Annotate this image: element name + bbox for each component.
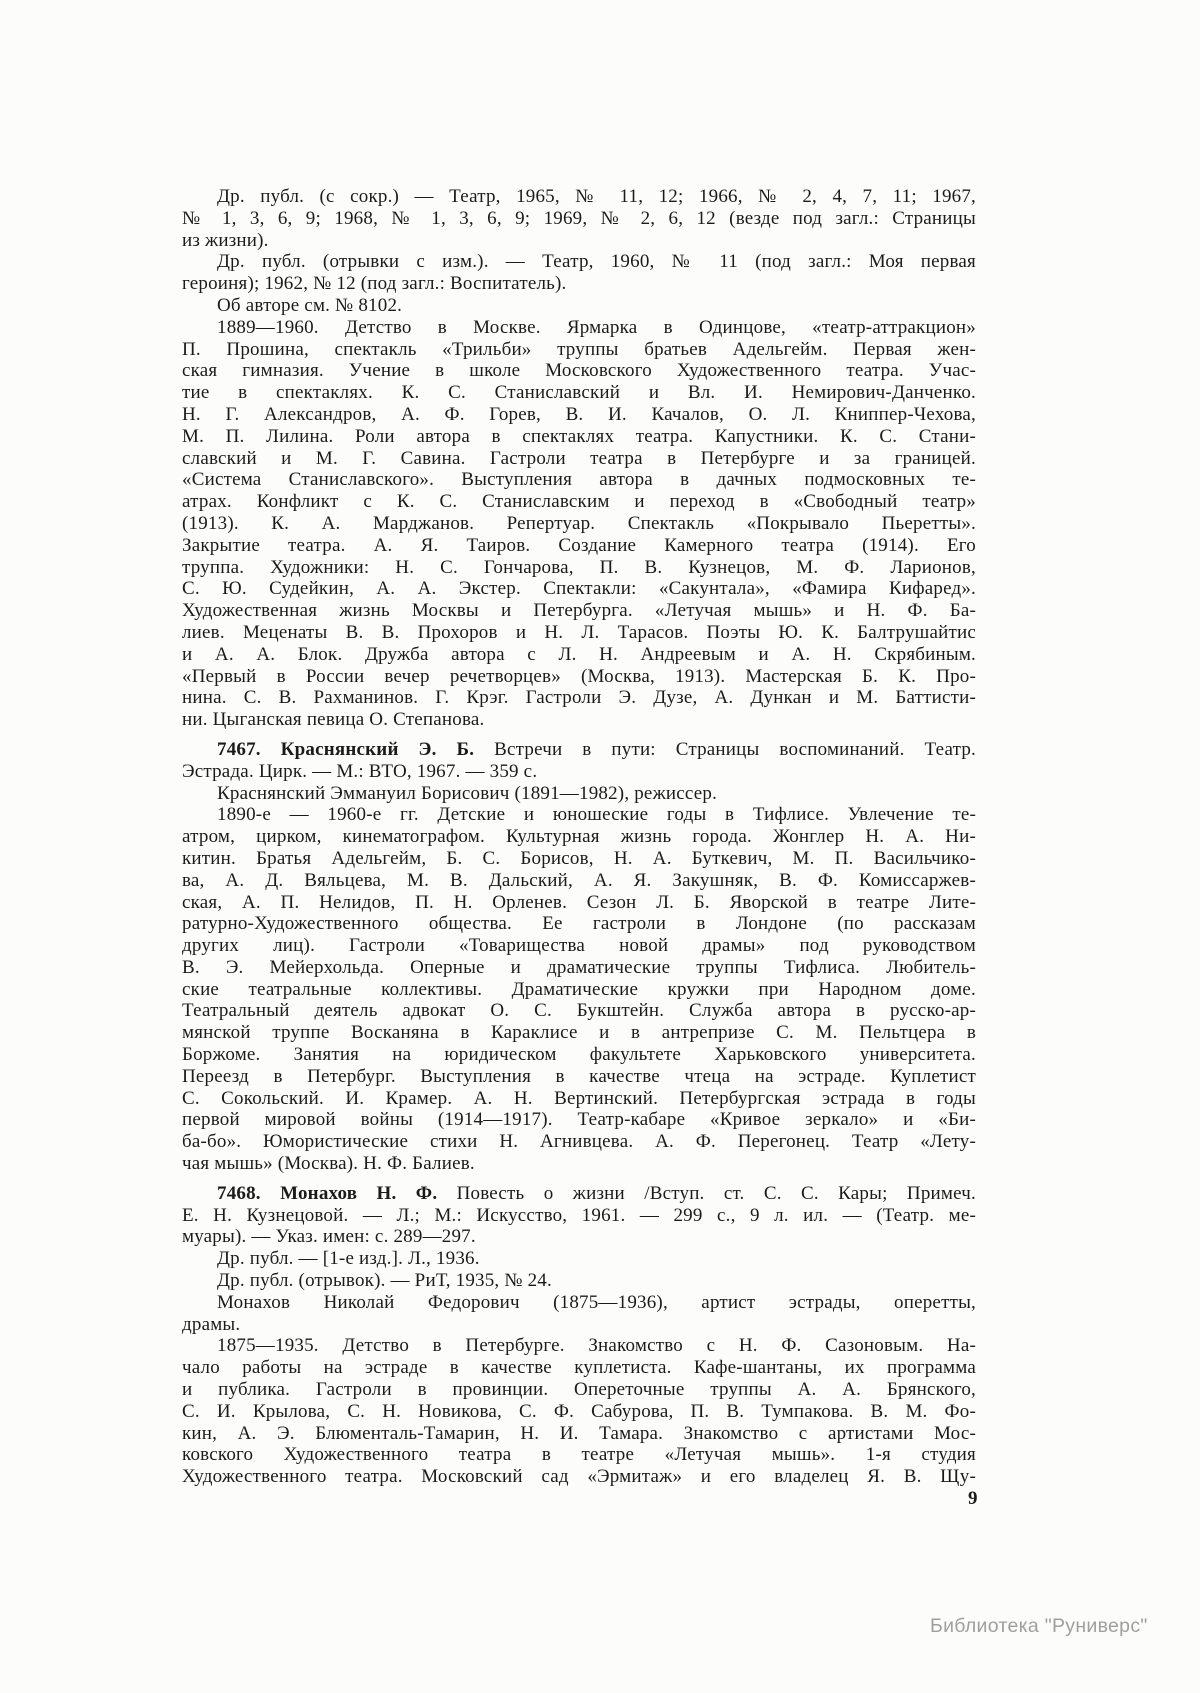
- text-line: славский и М. Г. Савина. Гастроли театра в Петербурге и за границей.: [182, 447, 976, 469]
- text-line: В. Э. Мейерхольда. Оперные и драматические труппы Тифлиса. Любитель-: [182, 956, 976, 978]
- paragraph: [182, 783, 976, 805]
- text-line: (1913). К. А. Марджанов. Репертуар. Спектакль «Покрывало Пьеретты».: [182, 512, 976, 534]
- text-line: ва, А. Д. Вяльцева, М. В. Дальский, А. Я. Закушняк, В. Ф. Комиссаржев-: [182, 869, 976, 891]
- text-line: С. Сокольский. И. Крамер. А. Н. Вертинский. Петербургская эстрада в годы: [182, 1087, 976, 1109]
- watermark-runivers: Библиотека "Руниверс": [930, 1615, 1148, 1637]
- text-line: Н. Г. Александров, А. Ф. Горев, В. И. Качалов, О. Л. Книппер-Чехова,: [182, 403, 976, 425]
- text-line: 7468. Монахов Н. Ф. Повесть о жизни /Вступ. ст. С. С. Кары; Примеч.: [217, 1182, 976, 1204]
- text-line: ская, А. П. Нелидов, П. Н. Орленев. Сезон Л. Б. Яворской в театре Лите-: [182, 891, 976, 913]
- paragraph: [182, 251, 976, 295]
- text-line: Театральный деятель адвокат О. С. Букштейн. Служба автора в русско-ар-: [182, 1000, 976, 1022]
- text-line: Др. публ. (отрывки с изм.). — Театр, 1960, № 11 (под загл.: Моя первая: [217, 251, 976, 273]
- text-line: и А. А. Блок. Дружба автора с Л. Н. Андреевым и А. Н. Скрябиным.: [182, 643, 976, 665]
- text-line: Др. публ. (с сокр.) — Театр, 1965, № 11, 12; 1966, № 2, 4, 7, 11; 1967,: [217, 186, 976, 207]
- text-line: 1890-е — 1960-е гг. Детские и юношеские годы в Тифлисе. Увлечение те-: [217, 804, 976, 826]
- text-line: из жизни).: [182, 229, 269, 251]
- text-line: «Первый в России вечер речетворцев» (Москва, 1913). Мастерская Б. К. Про-: [182, 665, 976, 687]
- text-line: ковского Художественного театра в театре «Летучая мышь». 1-я студия: [182, 1444, 976, 1466]
- text-block: [182, 186, 976, 1488]
- text-line: Краснянский Эммануил Борисович (1891—1982), режиссер.: [217, 782, 718, 804]
- paragraph: [182, 317, 976, 731]
- text-line: «Система Станиславского». Выступления автора в дачных подмосковных те-: [182, 469, 976, 491]
- text-line: Закрытие театра. А. Я. Таиров. Создание Камерного театра (1914). Его: [182, 534, 976, 556]
- text-line: атром, цирком, кинематографом. Культурная жизнь города. Жонглер Н. А. Ни-: [182, 826, 976, 848]
- text-line: и публика. Гастроли в провинции. Опереточные труппы А. А. Брянского,: [182, 1379, 976, 1401]
- text-line: китин. Братья Адельгейм, Б. С. Борисов, Н. А. Буткевич, М. П. Васильчико-: [182, 847, 976, 869]
- text-line: первой мировой войны (1914—1917). Театр-кабаре «Кривое зеркало» и «Би-: [182, 1109, 976, 1131]
- text-line: лиев. Меценаты В. В. Прохоров и Н. Л. Тарасов. Поэты Ю. К. Балтрушайтис: [182, 621, 976, 643]
- paragraph: [182, 1270, 976, 1292]
- text-line: ские театральные коллективы. Драматические кружки при Народном доме.: [182, 978, 976, 1000]
- paragraph: [182, 186, 976, 251]
- text-line: ни. Цыганская певица О. Степанова.: [182, 709, 485, 731]
- text-line: 7467. Краснянский Э. Б. Встречи в пути: Страницы воспоминаний. Театр.: [217, 738, 976, 760]
- paragraph: [182, 1183, 976, 1248]
- text-line: ба-бо». Юмористические стихи Н. Агнивцева. А. Ф. Перегонец. Театр «Лету-: [182, 1131, 976, 1153]
- text-line: драмы.: [182, 1313, 241, 1335]
- text-line: атрах. Конфликт с К. С. Станиславским и переход в «Свободный театр»: [182, 491, 976, 513]
- text-line: труппа. Художники: Н. С. Гончарова, П. В. Кузнецов, М. Ф. Ларионов,: [182, 556, 976, 578]
- entry-heading: 7467. Краснянский Э. Б.: [217, 738, 475, 760]
- text-line: Художественного театра. Московский сад «Эрмитаж» и его владелец Я. В. Щу-: [182, 1466, 976, 1488]
- paragraph: [182, 1248, 976, 1270]
- page-number: 9: [968, 1488, 978, 1509]
- entry-heading: 7468. Монахов Н. Ф.: [217, 1182, 438, 1204]
- text-line: П. Прошина, спектакль «Трильби» труппы братьев Адельгейм. Первая жен-: [182, 338, 976, 360]
- text-line: Эстрада. Цирк. — М.: ВТО, 1967. — 359 с.: [182, 760, 538, 782]
- text-line: чало работы на эстраде в качестве куплетиста. Кафе-шантаны, их программа: [182, 1357, 976, 1379]
- text-line: муары). — Указ. имен: с. 289—297.: [182, 1226, 476, 1248]
- paragraph: [182, 1292, 976, 1336]
- text-line: Боржоме. Занятия на юридическом факультете Харьковского университета.: [182, 1044, 976, 1066]
- text-line: героиня); 1962, № 12 (под загл.: Воспитатель).: [182, 273, 567, 295]
- paragraph: [182, 804, 976, 1175]
- text-line: кин, А. Э. Блюменталь-Тамарин, Н. И. Тамара. Знакомство с артистами Мос-: [182, 1422, 976, 1444]
- text-line: Художественная жизнь Москвы и Петербурга. «Летучая мышь» и Н. Ф. Ба-: [182, 600, 976, 622]
- text-line: Др. публ. (отрывок). — РиТ, 1935, № 24.: [217, 1270, 552, 1292]
- text-line: М. П. Лилина. Роли автора в спектаклях театра. Капустники. К. С. Стани-: [182, 425, 976, 447]
- paragraph: [182, 1335, 976, 1488]
- text-line: чая мышь» (Москва). Н. Ф. Балиев.: [182, 1153, 475, 1175]
- paragraph: [182, 295, 976, 317]
- text-line: ратурно-Художественного общества. Ее гастроли в Лондоне (по рассказам: [182, 913, 976, 935]
- text-line: Др. публ. — [1-е изд.]. Л., 1936.: [217, 1248, 480, 1270]
- text-line: Е. Н. Кузнецовой. — Л.; М.: Искусство, 1961. — 299 с., 9 л. ил. — (Театр. ме-: [182, 1204, 976, 1226]
- paragraph: [182, 739, 976, 783]
- text-line: Монахов Николай Федорович (1875—1936), артист эстрады, оперетты,: [217, 1291, 976, 1313]
- text-line: 1889—1960. Детство в Москве. Ярмарка в Одинцове, «театр-аттракцион»: [217, 316, 976, 338]
- text-line: № 1, 3, 6, 9; 1968, № 1, 3, 6, 9; 1969, № 2, 6, 12 (везде под загл.: Страницы: [182, 207, 976, 229]
- text-line: 1875—1935. Детство в Петербурге. Знакомство с Н. Ф. Сазоновым. На-: [217, 1335, 976, 1357]
- text-line: нина. С. В. Рахманинов. Г. Крэг. Гастроли Э. Дузе, А. Дункан и М. Баттисти-: [182, 687, 976, 709]
- text-line: тие в спектаклях. К. С. Станиславский и Вл. И. Немирович-Данченко.: [182, 382, 976, 404]
- text-line: Переезд в Петербург. Выступления в качестве чтеца на эстраде. Куплетист: [182, 1065, 976, 1087]
- text-line: ская гимназия. Учение в школе Московского Художественного театра. Учас-: [182, 360, 976, 382]
- text-line: Об авторе см. № 8102.: [217, 294, 403, 316]
- text-line: других лиц). Гастроли «Товарищества новой драмы» под руководством: [182, 935, 976, 957]
- text-line: С. Ю. Судейкин, А. А. Экстер. Спектакли: «Сакунтала», «Фамира Кифаред».: [182, 578, 976, 600]
- text-line: мянской труппе Восканяна в Караклисе и в антрепризе С. М. Пельтцера в: [182, 1022, 976, 1044]
- text-line: С. И. Крылова, С. Н. Новикова, С. Ф. Сабурова, П. В. Тумпакова. В. М. Фо-: [182, 1400, 976, 1422]
